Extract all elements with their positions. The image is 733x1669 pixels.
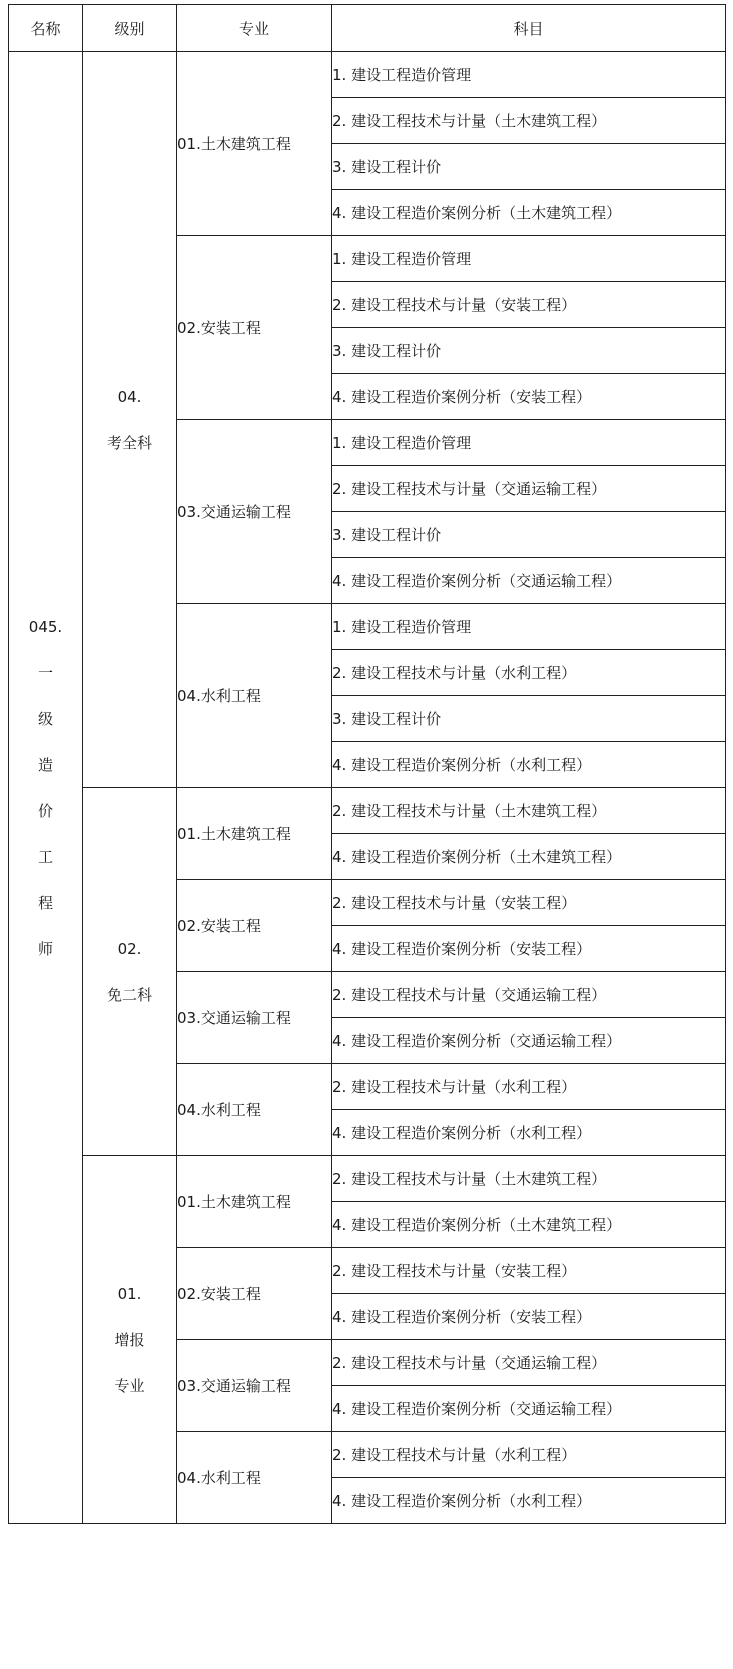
subject-cell: 1. 建设工程造价管理	[332, 52, 726, 98]
subject-cell: 2. 建设工程技术与计量（交通运输工程）	[332, 466, 726, 512]
subject-cell: 4. 建设工程造价案例分析（水利工程）	[332, 1110, 726, 1156]
major-cell: 04.水利工程	[177, 1064, 332, 1156]
qualification-name-cell	[9, 52, 83, 1524]
subject-cell: 4. 建设工程造价案例分析（交通运输工程）	[332, 558, 726, 604]
major-cell: 02.安装工程	[177, 236, 332, 420]
major-cell: 03.交通运输工程	[177, 420, 332, 604]
level-label-line: 免二科	[106, 985, 152, 1004]
qualification-name-line: 045.	[28, 617, 63, 636]
subject-cell: 4. 建设工程造价案例分析（交通运输工程）	[332, 1018, 726, 1064]
qualification-name-line: 价	[37, 801, 53, 820]
level-label-line: 01.	[117, 1284, 142, 1303]
subject-cell: 3. 建设工程计价	[332, 512, 726, 558]
level-cell	[83, 1156, 177, 1524]
header-subject: 科目	[332, 5, 726, 52]
header-name: 名称	[9, 5, 83, 52]
table-body	[9, 52, 726, 1524]
major-cell: 02.安装工程	[177, 880, 332, 972]
level-label-line: 02.	[117, 939, 142, 958]
major-cell: 04.水利工程	[177, 604, 332, 788]
level-label-line: 考全科	[106, 433, 152, 452]
qualification-name-line: 级	[37, 709, 53, 728]
exam-subject-table	[8, 4, 726, 1524]
table-row	[9, 788, 726, 834]
level-label-line: 专业	[114, 1376, 145, 1395]
level-cell	[83, 52, 177, 788]
table-row	[9, 1156, 726, 1202]
header-major: 专业	[177, 5, 332, 52]
subject-cell: 4. 建设工程造价案例分析（土木建筑工程）	[332, 834, 726, 880]
major-cell: 04.水利工程	[177, 1432, 332, 1524]
subject-cell: 4. 建设工程造价案例分析（土木建筑工程）	[332, 190, 726, 236]
level-label-line: 04.	[117, 387, 142, 406]
subject-cell: 4. 建设工程造价案例分析（安装工程）	[332, 1294, 726, 1340]
qualification-name-line: 造	[37, 755, 53, 774]
major-cell: 02.安装工程	[177, 1248, 332, 1340]
level-cell	[83, 788, 177, 1156]
major-cell: 01.土木建筑工程	[177, 52, 332, 236]
subject-cell: 2. 建设工程技术与计量（安装工程）	[332, 1248, 726, 1294]
qualification-name-line: 工	[37, 847, 53, 866]
qualification-name-line: 一	[37, 663, 53, 682]
subject-cell: 3. 建设工程计价	[332, 144, 726, 190]
subject-cell: 2. 建设工程技术与计量（交通运输工程）	[332, 972, 726, 1018]
major-cell: 03.交通运输工程	[177, 972, 332, 1064]
subject-cell: 3. 建设工程计价	[332, 328, 726, 374]
subject-cell: 1. 建设工程造价管理	[332, 604, 726, 650]
subject-cell: 4. 建设工程造价案例分析（土木建筑工程）	[332, 1202, 726, 1248]
subject-cell: 4. 建设工程造价案例分析（安装工程）	[332, 374, 726, 420]
subject-cell: 2. 建设工程技术与计量（安装工程）	[332, 880, 726, 926]
subject-cell: 1. 建设工程造价管理	[332, 236, 726, 282]
table-row	[9, 52, 726, 98]
major-cell: 01.土木建筑工程	[177, 788, 332, 880]
subject-cell: 4. 建设工程造价案例分析（交通运输工程）	[332, 1386, 726, 1432]
level-label-line: 增报	[114, 1330, 145, 1349]
major-cell: 01.土木建筑工程	[177, 1156, 332, 1248]
table-header-row	[9, 5, 726, 52]
header-level: 级别	[83, 5, 177, 52]
subject-cell: 4. 建设工程造价案例分析（水利工程）	[332, 1478, 726, 1524]
subject-cell: 2. 建设工程技术与计量（土木建筑工程）	[332, 98, 726, 144]
subject-cell: 2. 建设工程技术与计量（水利工程）	[332, 650, 726, 696]
subject-cell: 2. 建设工程技术与计量（土木建筑工程）	[332, 1156, 726, 1202]
subject-cell: 1. 建设工程造价管理	[332, 420, 726, 466]
major-cell: 03.交通运输工程	[177, 1340, 332, 1432]
subject-cell: 4. 建设工程造价案例分析（安装工程）	[332, 926, 726, 972]
subject-cell: 2. 建设工程技术与计量（水利工程）	[332, 1064, 726, 1110]
subject-cell: 4. 建设工程造价案例分析（水利工程）	[332, 742, 726, 788]
subject-cell: 2. 建设工程技术与计量（水利工程）	[332, 1432, 726, 1478]
qualification-name-line: 师	[37, 939, 53, 958]
subject-cell: 2. 建设工程技术与计量（土木建筑工程）	[332, 788, 726, 834]
subject-cell: 3. 建设工程计价	[332, 696, 726, 742]
subject-cell: 2. 建设工程技术与计量（交通运输工程）	[332, 1340, 726, 1386]
qualification-name-line: 程	[37, 893, 53, 912]
subject-cell: 2. 建设工程技术与计量（安装工程）	[332, 282, 726, 328]
